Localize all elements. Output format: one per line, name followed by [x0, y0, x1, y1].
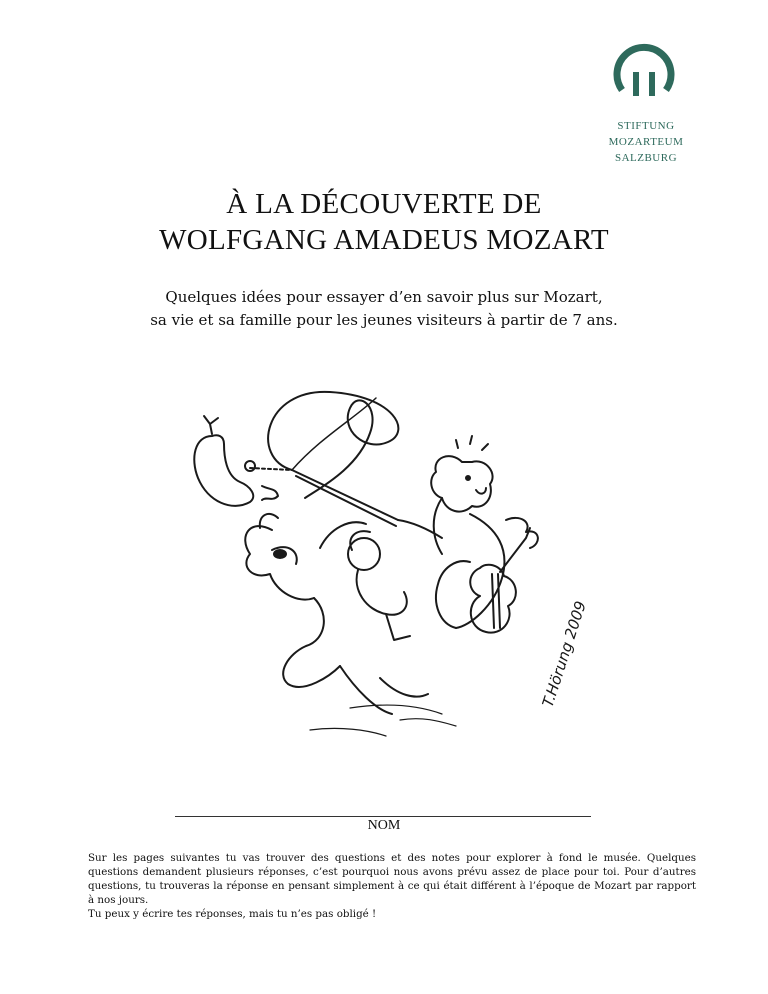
dog-drawing [245, 514, 428, 714]
artist-signature: T.Hörung 2009 [538, 598, 590, 710]
logo-line-1: STIFTUNG [617, 120, 675, 132]
mozart-figure-drawing [398, 436, 538, 628]
intro-text: Sur les pages suivantes tu vas trouver des questions et des notes pour explorer à fond le musée. Quelques questions demandent plusieurs réponses, c’est pourquoi nous avons prévu assez de place pour toi. Pour d’autres questions, tu trouveras la réponse en pensant simplement à ce qui était différent à l’époque de Mozart par rapport à nos jours. [88, 852, 696, 906]
mozarteum-logo [596, 38, 696, 166]
page-subtitle [0, 286, 768, 332]
subtitle-line-2: sa vie et sa famille pour les jeunes visiteurs à partir de 7 ans. [150, 311, 618, 329]
name-write-line[interactable] [175, 816, 591, 817]
violin-bow [292, 470, 398, 526]
intro-paragraph [88, 851, 696, 921]
subtitle-line-1: Quelques idées pour essayer d’en savoir plus sur Mozart, [165, 288, 603, 306]
mozart-cartoon-illustration [180, 378, 600, 758]
intro-last-line: Tu peux y écrire tes réponses, mais tu n’es pas obligé ! [88, 908, 377, 920]
mozarteum-logo-icon [612, 38, 676, 100]
logo-line-3: SALZBURG [614, 152, 678, 164]
title-line-2: WOLFGANG AMADEUS MOZART [159, 224, 609, 256]
page-title [0, 186, 768, 258]
child-rider-drawing [348, 531, 410, 640]
title-line-1: À LA DÉCOUVERTE DE [226, 188, 542, 220]
logo-line-2: MOZARTEUM [608, 136, 684, 148]
logo-text [606, 118, 686, 166]
treble-clef-swirl [268, 392, 398, 498]
name-label: NOM [367, 818, 401, 833]
